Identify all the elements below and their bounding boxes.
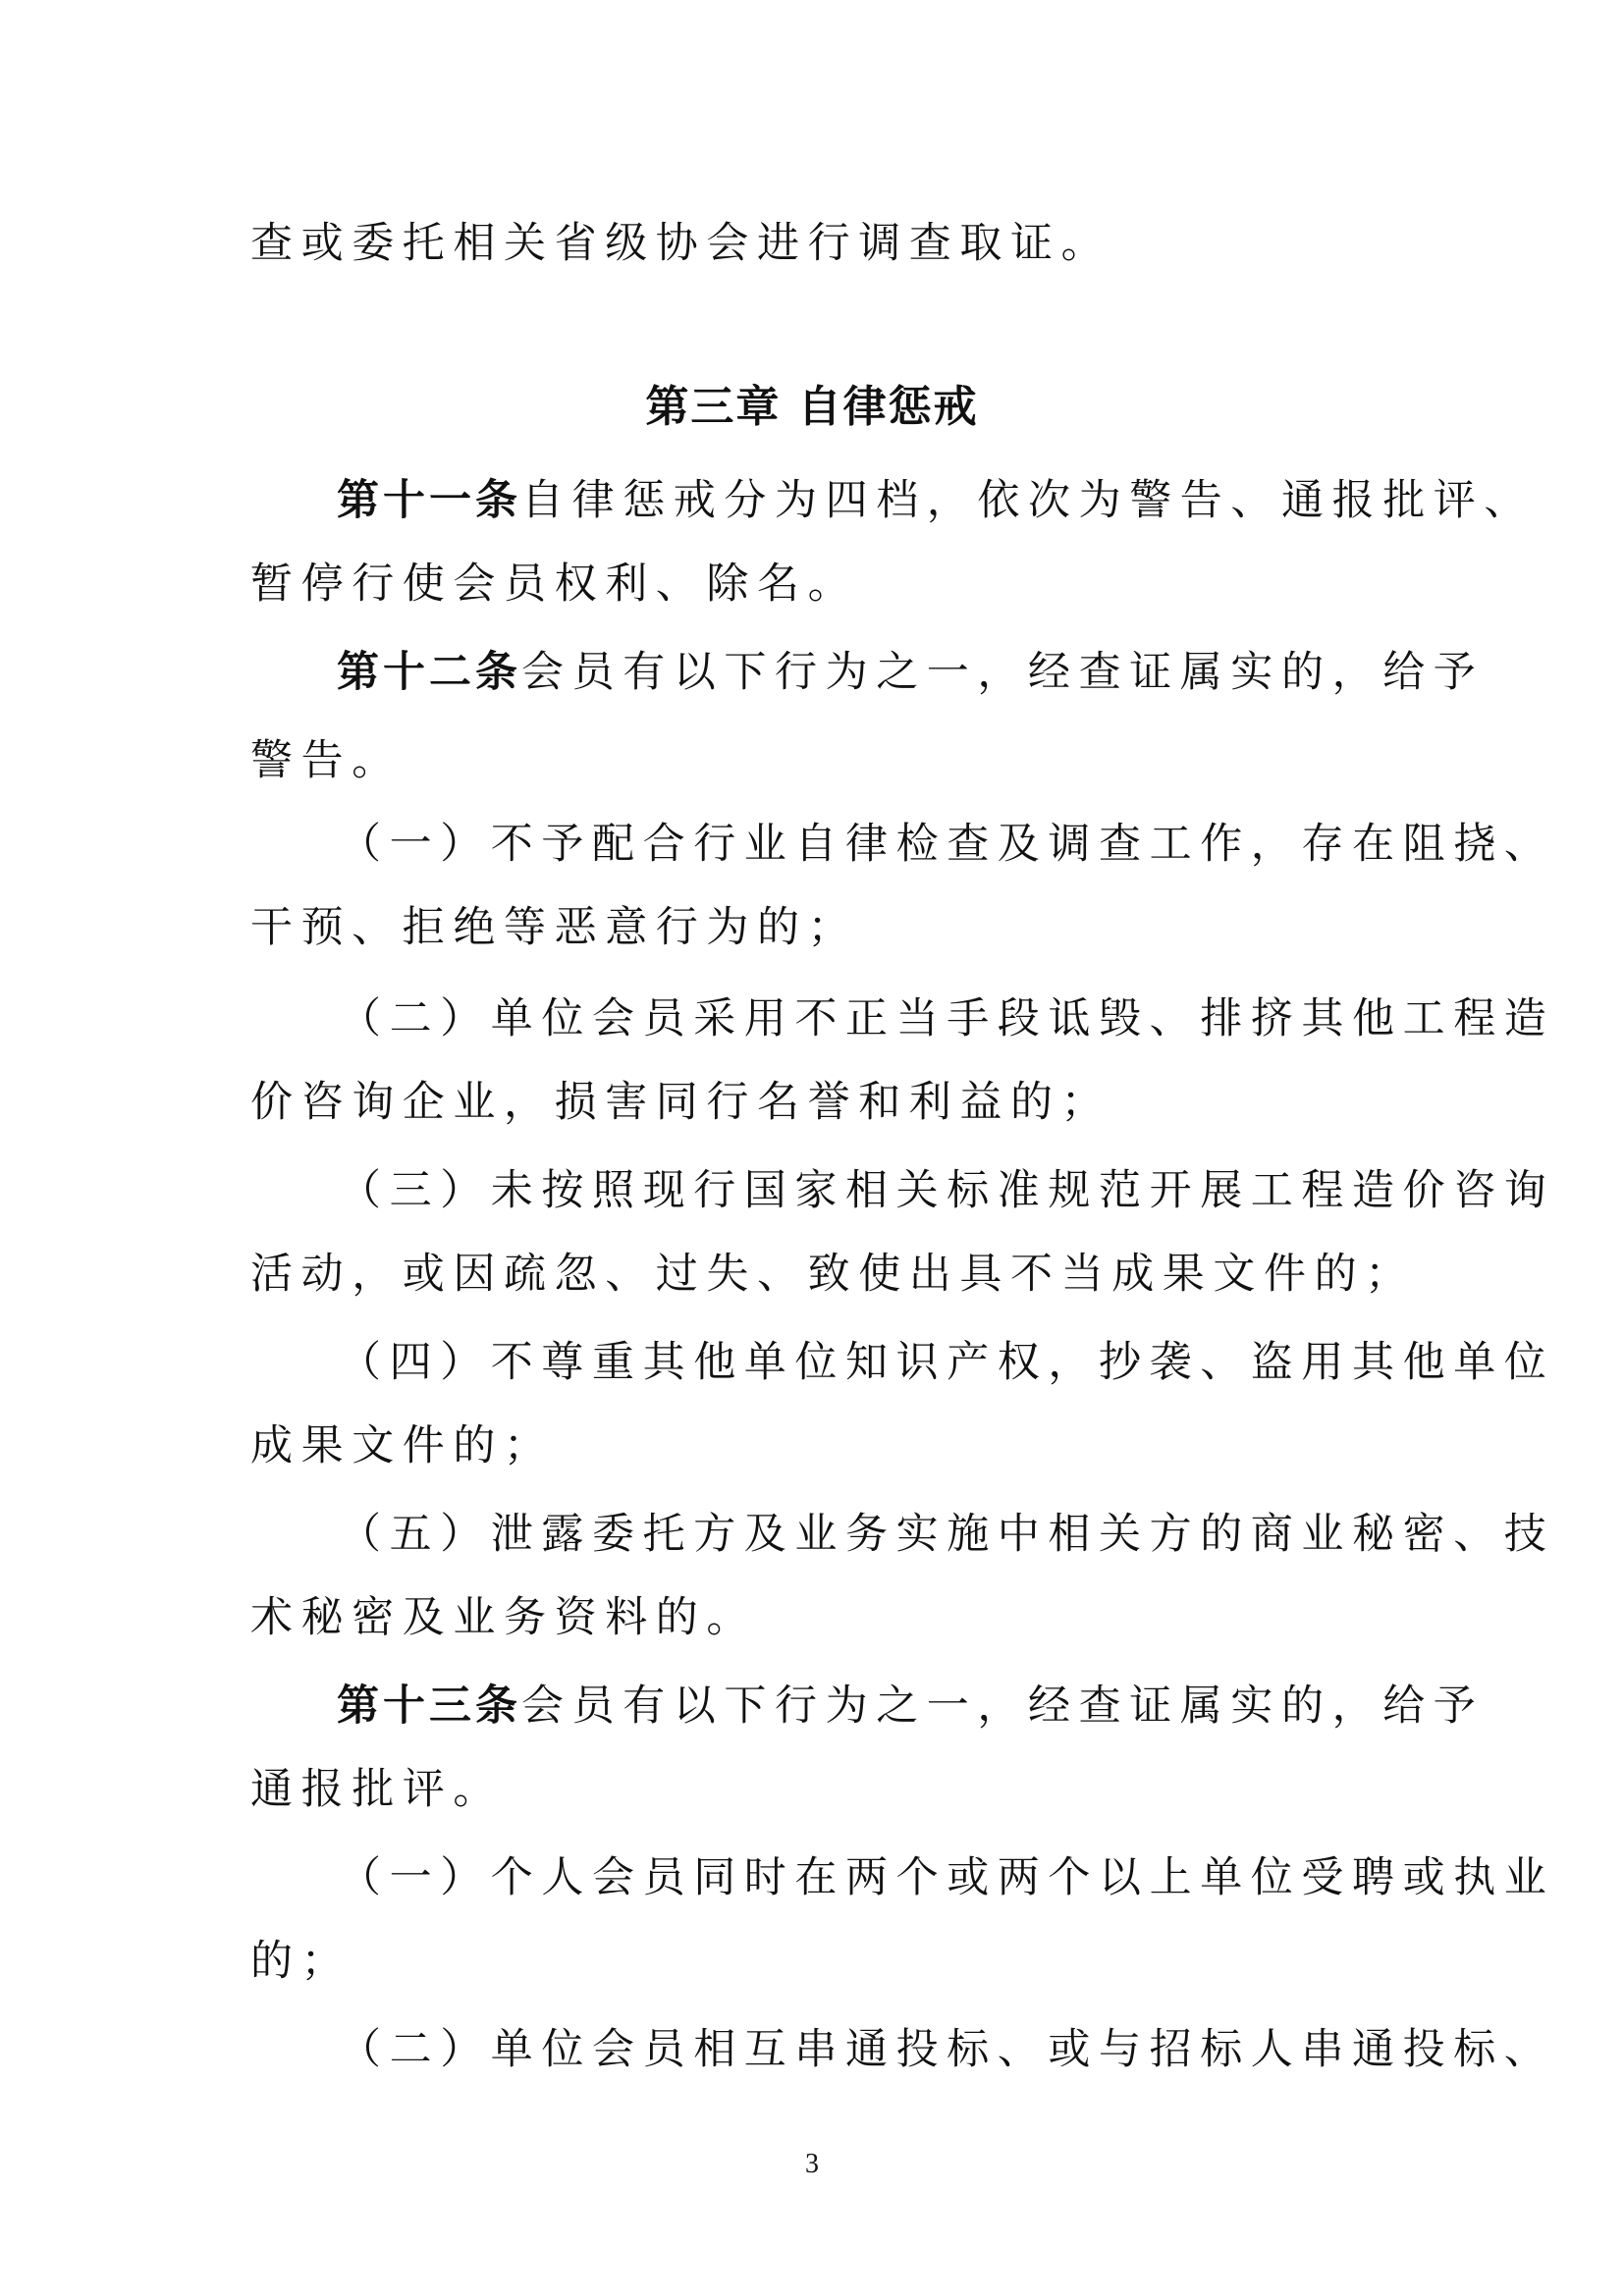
article-12-first-line [337, 643, 1485, 702]
article-13-item-1-line-1: （一）个人会员同时在两个或两个以上单位受聘或执业 [339, 1853, 1555, 1902]
article-13-label: 第十三条 [337, 1682, 521, 1731]
article-12-item-2-line-2: 价咨询企业，损害同行名誉和利益的； [250, 1078, 1112, 1127]
article-13-first-line [337, 1677, 1485, 1735]
article-12-text-2: 警告。 [250, 736, 403, 785]
article-12-item-1-line-2: 干预、拒绝等恶意行为的； [250, 903, 859, 952]
article-11-first-line [337, 471, 1535, 530]
page-number: 3 [805, 2149, 819, 2179]
article-12-item-5-line-1: （五）泄露委托方及业务实施中相关方的商业秘密、技 [339, 1510, 1555, 1559]
article-11-text-1: 自律惩戒分为四档，依次为警告、通报批评、 [521, 476, 1535, 525]
article-12-label: 第十二条 [337, 648, 521, 697]
article-11-text-2: 暂停行使会员权利、除名。 [250, 560, 859, 609]
article-12-item-3-line-2: 活动，或因疏忽、过失、致使出具不当成果文件的； [250, 1250, 1416, 1299]
article-12-item-5-line-2: 术秘密及业务资料的。 [250, 1593, 757, 1642]
article-13-item-2-line-1: （二）单位会员相互串通投标、或与招标人串通投标、 [339, 2025, 1555, 2074]
article-13-text-1: 会员有以下行为之一，经查证属实的，给予 [521, 1682, 1485, 1731]
article-13-item-1-line-2: 的； [250, 1937, 352, 1986]
article-12-item-3-line-1: （三）未按照现行国家相关标准规范开展工程造价咨询 [339, 1166, 1555, 1215]
article-12-item-4-line-2: 成果文件的； [250, 1421, 555, 1470]
chapter-title: 第三章 自律惩戒 [645, 382, 979, 432]
article-12-text-1: 会员有以下行为之一，经查证属实的，给予 [521, 648, 1485, 697]
article-12-item-1-line-1: （一）不予配合行业自律检查及调查工作，存在阻挠、 [339, 820, 1555, 869]
article-12-item-4-line-1: （四）不尊重其他单位知识产权，抄袭、盗用其他单位 [339, 1338, 1555, 1387]
article-12-item-2-line-1: （二）单位会员采用不正当手段诋毁、排挤其他工程造 [339, 994, 1555, 1043]
article-13-text-2: 通报批评。 [250, 1765, 504, 1814]
article-11-label: 第十一条 [337, 476, 521, 525]
continuation-line: 查或委托相关省级协会进行调查取证。 [250, 219, 1112, 268]
